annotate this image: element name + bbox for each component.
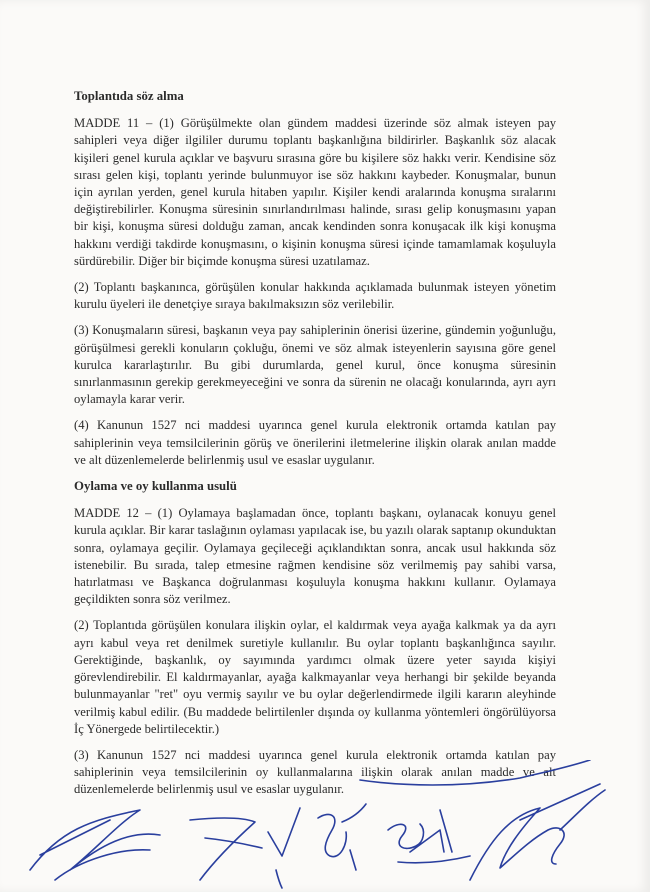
signature-1 <box>30 810 160 880</box>
signature-3 <box>268 808 300 888</box>
section-heading-speaking: Toplantıda söz alma <box>74 89 184 103</box>
article-12-paragraph-3: (3) Kanunun 1527 nci maddesi uyarınca genel kurula elektronik ortamda katılan pay sahiplerinin veya temsilcilerinin oy kullanmalarına ilişkin olarak anılan madde ve alt düzenlemelerde belirlenmiş usul ve esaslar uygulanır. <box>74 747 556 797</box>
article-11-paragraph-4: (4) Kanunun 1527 nci maddesi uyarınca genel kurula elektronik ortamda katılan pay sahiplerinin veya temsilcilerinin görüş ve önerilerini iletmelerine ilişkin olarak anılan madde ve alt düzenlemelerde belirlenmiş usul ve esaslar uygulanır. <box>74 418 556 467</box>
article-11-paragraph-1: MADDE 11 – (1) Görüşülmekte olan gündem maddesi üzerinde söz almak isteyen pay sahipleri veya diğer ilgililer durumu toplantı başkanlığına bildirirler. Başkanlık söz alacak kişileri genel kurula açıklar ve başvuru sırasına göre bu kişilere söz hakkı verir. Kendisine söz sırası gelen kişi, toplantı yerinde bulunmuyor ise söz hakkını kaybeder. Konuşmalar, bunun için ayrılan yerden, genel kurula hitaben yapılır. Kişiler kendi aralarında konuşma sıralarını değiştirebilirler. Konuşma süresinin sınırlandırılması halinde, sırası gelip konuşmasını yapan bir kişi, konuşma süresi dolduğu zaman, ancak kendinden sonra konuşacak ilk kişi konuşma hakkını verdiği takdirde konuşmasını, o kişinin konuşma süresi içinde tamamlamak koşuluyla sürdürebilir. Diğer bir biçimde konuşma süresi uzatılamaz. <box>74 116 556 268</box>
article-12-paragraph-2: (2) Toplantıda görüşülen konulara ilişkin oylar, el kaldırmak veya ayağa kalkmak ya da ayrı ayrı kabul veya ret denilmek suretiyle kullanılır. Bu oylar toplantı başkanlığınca sayılır. Gerektiğinde, başkanlık, oy sayımında yardımcı olmak üzere yeter sayıda kişiyi görevlendirebilir. El kaldırmayanlar, ayağa kalkmayanlar veya herhangi bir şekilde beyanda bulunmayanlar "ret" oyu vermiş sayılır ve bu oylar değerlendirmede ilgili kararın aleyhinde verilmiş kabul edilir. (Bu maddede belirtilenler dışında oy kullanma yöntemleri öngörülüyorsa İç Yönergede belirtilecektir.) <box>74 618 556 736</box>
article-12-paragraph-1: MADDE 12 – (1) Oylamaya başlamadan önce, toplantı başkanı, oylanacak konuyu genel kurula açıklar. Bir karar taslağının oylaması yapılacak ise, bu yazılı olarak saptanıp okunduktan sonra, oylamaya geçilir. Oylamaya geçileceği açıklandıktan sonra, ancak usul hakkında söz istenebilir. Bu sırada, talep etmesine rağmen kendisine söz verilmemiş pay sahibi varsa, hatırlatması ve Başkanca doğrulanması koşuluyla konuşma hakkını kullanır. Oylamaya geçildikten sonra söz verilmez. <box>74 506 556 607</box>
signature-6 <box>470 784 605 880</box>
article-11-paragraph-2: (2) Toplantı başkanınca, görüşülen konular hakkında açıklamada bulunmak isteyen yönetim kurulu üyeleri ile denetçiye sıraya bakılmaksızın söz verilebilir. <box>74 280 556 312</box>
signature-5 <box>388 810 470 863</box>
handwritten-signatures <box>0 760 650 892</box>
document-body <box>74 88 556 808</box>
signatures-area <box>0 760 650 892</box>
section-heading-voting: Oylama ve oy kullanma usulü <box>74 479 237 494</box>
signature-4 <box>318 804 366 870</box>
signature-2 <box>190 818 262 880</box>
article-11-paragraph-3: (3) Konuşmaların süresi, başkanın veya pay sahiplerinin önerisi üzerine, gündemin yoğunluğu, görüşülmesi gerekli konuların çokluğu, önemi ve söz almak isteyenlerin sayısına göre genel kurulca kararlaştırılır. Bu gibi durumlarda, genel kurul, önce konuşma süresinin sınırlanmasının gerekip gerekmeyeceğini ve sonra da sürenin ne olacağı konularında, ayrı ayrı oylamayla karar verir. <box>74 323 556 407</box>
